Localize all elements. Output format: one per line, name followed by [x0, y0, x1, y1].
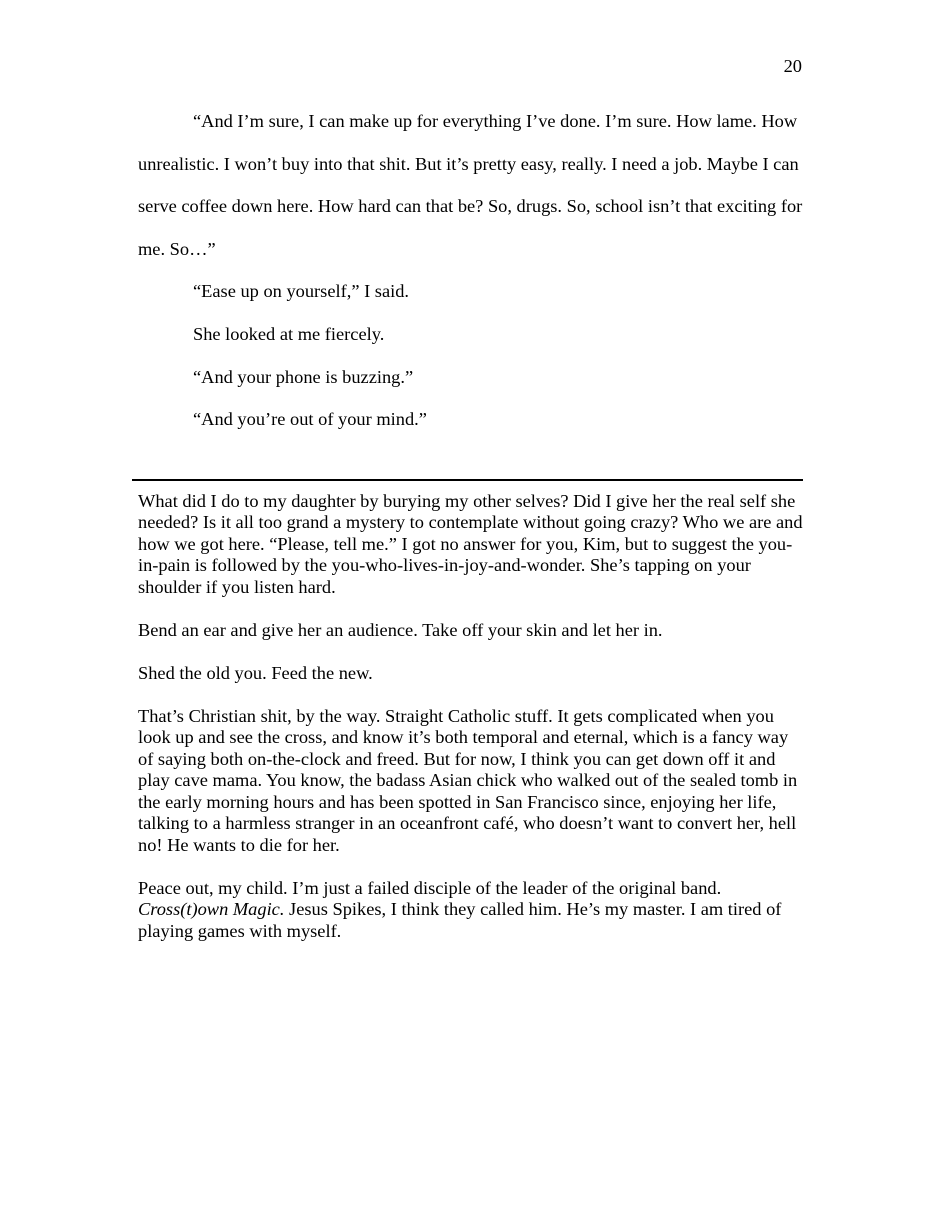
text-run: “And you’re out of your mind.” [193, 409, 427, 430]
section-separator-rule [132, 479, 803, 481]
paragraph [138, 663, 804, 685]
paragraph [138, 706, 804, 857]
paragraph [138, 491, 804, 599]
text-run: Bend an ear and give her an audience. Take off your skin and let her in. [138, 619, 663, 640]
paragraph [138, 878, 804, 943]
text-run: Jesus Spikes, I think they called him. He’s my master. I am tired of playing games with myself. [138, 899, 782, 941]
italic-text-run: Cross(t)own Magic. [138, 899, 285, 920]
paragraph [138, 270, 804, 313]
page-content [138, 100, 804, 942]
paragraph [138, 313, 804, 356]
paragraph [138, 620, 804, 642]
text-run: That’s Christian shit, by the way. Straight Catholic stuff. It gets complicated when you look up and see the cross, and know it’s both temporal and eternal, which is a fancy way of saying both on-the-clock and freed. But for now, I think you can get down off it and play cave mama. You know, the badass Asian chick who walked out of the sealed tomb in the early morning hours and has been spotted in San Francisco since, enjoying her life, talking to a harmless stranger in an oceanfront café, who doesn’t want to convert her, hell no! He wants to die for her. [138, 705, 798, 855]
page-number: 20 [783, 56, 802, 76]
paragraph [138, 100, 804, 270]
notes-section [138, 491, 804, 943]
text-run: “And your phone is buzzing.” [193, 366, 414, 387]
text-run: “Ease up on yourself,” I said. [193, 281, 410, 302]
dialogue-section [138, 100, 804, 441]
paragraph [138, 398, 804, 441]
text-run: She looked at me fiercely. [193, 323, 385, 344]
text-run: Peace out, my child. I’m just a failed disciple of the leader of the original band. [138, 877, 722, 898]
text-run: Shed the old you. Feed the new. [138, 662, 373, 683]
text-run: What did I do to my daughter by burying my other selves? Did I give her the real self she needed? Is it all too grand a mystery to contemplate without going crazy? Who we are and how we got here. “Please, tell me.” I got no answer for you, Kim, but to suggest the you-in-pain is followed by the you-who-lives-in-joy-and-wonder. She’s tapping on your shoulder if you listen hard. [138, 490, 803, 597]
paragraph [138, 356, 804, 399]
text-run: “And I’m sure, I can make up for everything I’ve done. I’m sure. How lame. How unrealistic. I won’t buy into that shit. But it’s pretty easy, really. I need a job. Maybe I can serve coffee down here. How hard can that be? So, drugs. So, school isn’t that exciting for me. So…” [138, 111, 803, 259]
